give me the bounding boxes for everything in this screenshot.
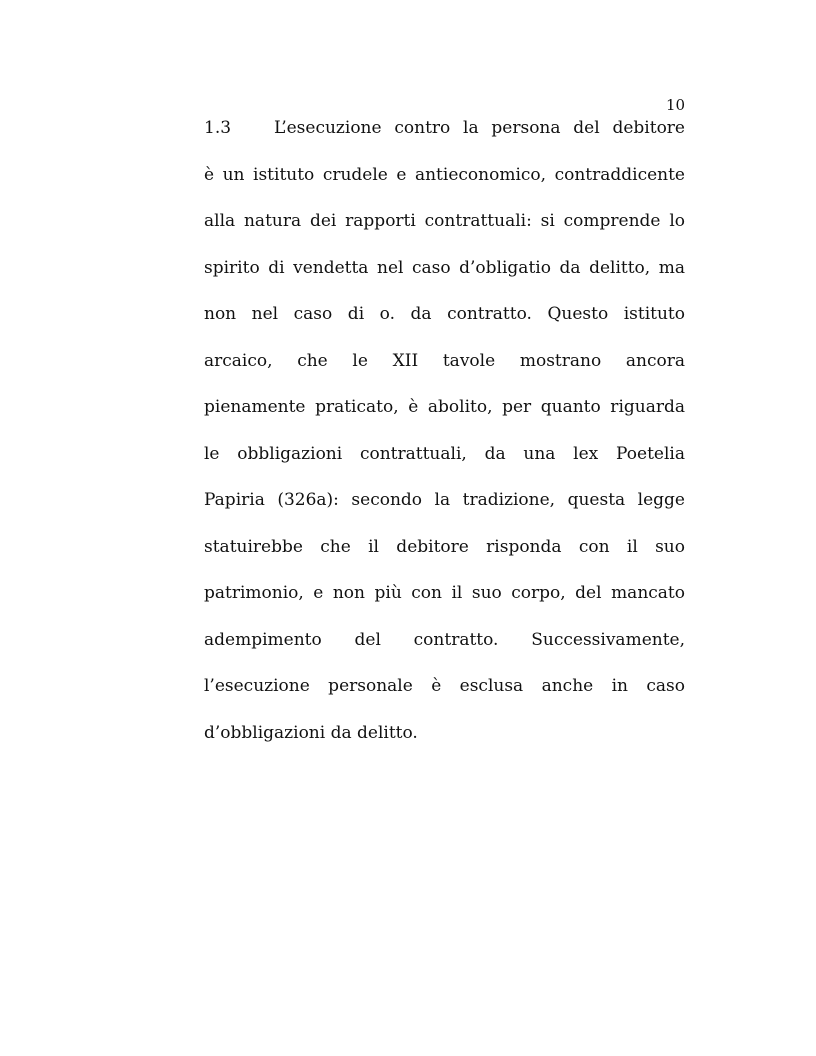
text-line: patrimonio, e non più con il suo corpo, del mancato xyxy=(204,583,685,603)
text-line: non nel caso di o. da contratto. Questo istituto xyxy=(204,304,685,324)
text-line: è un istituto crudele e antieconomico, contraddicente xyxy=(204,164,685,185)
text-line: alla natura dei rapporti contrattuali: si comprende lo xyxy=(204,211,685,231)
text-line: statuirebbe che il debitore risponda con il suo xyxy=(204,536,685,557)
text-line: pienamente praticato, è abolito, per quanto riguarda xyxy=(204,397,685,417)
text-line: adempimento del contratto. Successivamente, xyxy=(204,629,685,650)
section-number: 1.3 xyxy=(204,118,232,138)
text-line: Papiria (326a): secondo la tradizione, questa legge xyxy=(204,490,685,510)
text-line xyxy=(204,113,685,160)
text-line: d’obbligazioni da delitto. xyxy=(204,722,418,743)
text-line: arcaico, che le XII tavole mostrano ancora xyxy=(204,350,685,371)
text-line: spirito di vendetta nel caso d’obligatio da delitto, ma xyxy=(204,257,685,278)
text-line-content: L’esecuzione contro la persona del debitore xyxy=(274,118,685,138)
text-line: le obbligazioni contrattuali, da una lex Poetelia xyxy=(204,443,685,464)
text-line: l’esecuzione personale è esclusa anche in caso xyxy=(204,676,685,696)
page-number: 10 xyxy=(666,96,686,114)
body-text xyxy=(204,113,685,764)
